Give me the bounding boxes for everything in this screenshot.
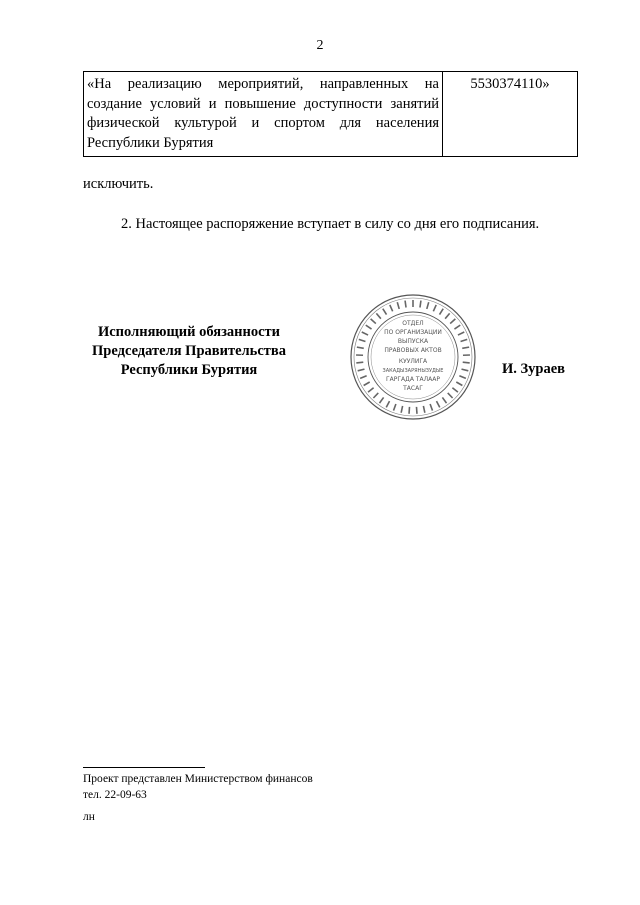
exclude-text: исключить. [83, 176, 154, 192]
signer-position-line: Исполняющий обязанности [97, 324, 281, 340]
budget-table [83, 71, 578, 157]
footer-note [83, 771, 313, 825]
footer-divider [83, 767, 205, 768]
footer-line: тел. 22-09-63 [83, 789, 147, 801]
svg-text:ОТДЕЛ: ОТДЕЛ [402, 320, 424, 327]
table-cell-code: 5530374110» [443, 72, 578, 157]
official-seal [349, 293, 477, 421]
table-row [84, 72, 578, 157]
signer-name: И. Зураев [502, 361, 566, 377]
table-cell-description: «На реализацию мероприятий, направленных на создание условий и повышение доступности занятий физической культурой и спортом для населения Республики Бурятия [84, 72, 443, 157]
paragraph-2: 2. Настоящее распоряжение вступает в силу со дня его подписания. [121, 216, 540, 232]
signer-position-line: Республики Бурятия [120, 362, 258, 378]
footer-initials: лн [83, 811, 95, 823]
page-number: 2 [316, 38, 324, 53]
svg-text:ПО ОРГАНИЗАЦИИ: ПО ОРГАНИЗАЦИИ [384, 329, 442, 336]
svg-text:ГАРГАДА ТАЛААР: ГАРГАДА ТАЛААР [386, 376, 440, 383]
svg-text:ПРАВОВЫХ АКТОВ: ПРАВОВЫХ АКТОВ [384, 347, 442, 354]
svg-text:ЗАКАДЫЗАРЯНЫЗУДЫЕ: ЗАКАДЫЗАРЯНЫЗУДЫЕ [382, 368, 444, 374]
signer-position [80, 323, 298, 380]
svg-text:ВЫПУСКА: ВЫПУСКА [397, 338, 429, 345]
footer-line: Проект представлен Министерством финансов [83, 773, 313, 785]
signer-position-line: Председателя Правительства [92, 343, 286, 359]
svg-text:КУУЛИГА: КУУЛИГА [398, 358, 428, 365]
svg-text:ТАСАГ: ТАСАГ [403, 385, 423, 392]
